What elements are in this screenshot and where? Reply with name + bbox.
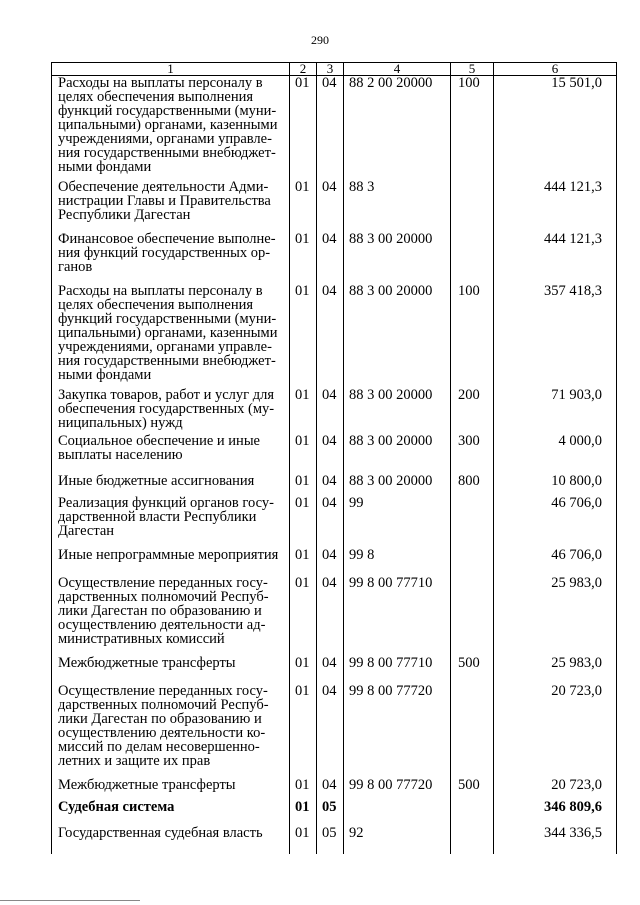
row-section-code: 01: [290, 826, 317, 854]
row-target-article: 88 3: [344, 180, 451, 232]
row-section-code: 01: [290, 496, 317, 548]
row-section-code: 01: [290, 800, 317, 826]
row-target-article: 99 8 00 77720: [344, 778, 451, 800]
row-target-article: 92: [344, 826, 451, 854]
budget-table: [51, 62, 617, 854]
row-expense-type: [451, 826, 494, 854]
row-subsection-code: 04: [317, 388, 344, 434]
row-expense-type: 100: [451, 284, 494, 388]
row-expense-type: [451, 232, 494, 284]
bottom-divider: [0, 900, 140, 901]
row-amount: 4 000,0: [494, 434, 617, 474]
table-row: [52, 388, 617, 434]
row-amount: 46 706,0: [494, 548, 617, 576]
table-row: [52, 474, 617, 496]
row-expense-type: 500: [451, 778, 494, 800]
row-section-code: 01: [290, 284, 317, 388]
row-expense-type: [451, 496, 494, 548]
page-number: 290: [311, 33, 329, 47]
row-description: Расходы на выплаты персоналу в целях обеспечения выполнения функций государственными (муни-ципальными) органами, казенными учреждениями, органами управле-ния государственными внебюджет-ными фондами: [52, 76, 290, 180]
row-amount: 357 418,3: [494, 284, 617, 388]
row-subsection-code: 04: [317, 576, 344, 656]
table-row: [52, 434, 617, 474]
row-subsection-code: 04: [317, 548, 344, 576]
row-target-article: 88 2 00 20000: [344, 76, 451, 180]
row-target-article: 88 3 00 20000: [344, 232, 451, 284]
row-expense-type: [451, 180, 494, 232]
row-target-article: 99 8 00 77710: [344, 576, 451, 656]
row-section-code: 01: [290, 576, 317, 656]
row-expense-type: 500: [451, 656, 494, 684]
row-section-code: 01: [290, 232, 317, 284]
row-amount: 346 809,6: [494, 800, 617, 826]
row-expense-type: [451, 684, 494, 778]
table-row: [52, 826, 617, 854]
row-section-code: 01: [290, 388, 317, 434]
row-subsection-code: 04: [317, 232, 344, 284]
row-description: Судебная система: [52, 800, 290, 826]
table-row: [52, 684, 617, 778]
row-section-code: 01: [290, 474, 317, 496]
row-amount: 15 501,0: [494, 76, 617, 180]
row-subsection-code: 04: [317, 656, 344, 684]
row-target-article: 99 8 00 77710: [344, 656, 451, 684]
col-header-4: 4: [344, 63, 451, 76]
col-header-1: 1: [52, 63, 290, 76]
row-expense-type: 200: [451, 388, 494, 434]
col-header-3: 3: [317, 63, 344, 76]
row-amount: 444 121,3: [494, 180, 617, 232]
table-row: [52, 76, 617, 180]
row-description: Межбюджетные трансферты: [52, 656, 290, 684]
row-subsection-code: 04: [317, 180, 344, 232]
table-header: [52, 63, 617, 76]
row-subsection-code: 04: [317, 474, 344, 496]
row-expense-type: [451, 576, 494, 656]
col-header-2: 2: [290, 63, 317, 76]
row-amount: 344 336,5: [494, 826, 617, 854]
row-target-article: [344, 800, 451, 826]
table-row: [52, 180, 617, 232]
row-subsection-code: 04: [317, 778, 344, 800]
row-target-article: 99: [344, 496, 451, 548]
row-amount: 71 903,0: [494, 388, 617, 434]
table-row: [52, 548, 617, 576]
col-header-6: 6: [494, 63, 617, 76]
row-section-code: 01: [290, 434, 317, 474]
table-row: [52, 284, 617, 388]
row-amount: 25 983,0: [494, 576, 617, 656]
row-description: Осуществление переданных госу-дарственных полномочий Респуб-лики Дагестан по образованию и осуществлению деятельности ад-министративных комиссий: [52, 576, 290, 656]
row-section-code: 01: [290, 656, 317, 684]
row-description: Расходы на выплаты персоналу в целях обеспечения выполнения функций государственными (муни-ципальными) органами, казенными учреждениями, органами управле-ния государственными внебюджет-ными фондами: [52, 284, 290, 388]
row-subsection-code: 04: [317, 76, 344, 180]
row-expense-type: [451, 800, 494, 826]
row-subsection-code: 05: [317, 800, 344, 826]
row-subsection-code: 04: [317, 684, 344, 778]
row-amount: 25 983,0: [494, 656, 617, 684]
row-amount: 46 706,0: [494, 496, 617, 548]
row-description: Финансовое обеспечение выполне-ния функций государственных ор-ганов: [52, 232, 290, 284]
row-target-article: 99 8: [344, 548, 451, 576]
row-target-article: 88 3 00 20000: [344, 434, 451, 474]
row-subsection-code: 05: [317, 826, 344, 854]
row-expense-type: [451, 548, 494, 576]
table-row: [52, 232, 617, 284]
row-target-article: 99 8 00 77720: [344, 684, 451, 778]
row-amount: 20 723,0: [494, 778, 617, 800]
row-amount: 10 800,0: [494, 474, 617, 496]
row-section-code: 01: [290, 548, 317, 576]
row-subsection-code: 04: [317, 284, 344, 388]
row-description: Иные непрограммные мероприятия: [52, 548, 290, 576]
row-description: Государственная судебная власть: [52, 826, 290, 854]
row-description: Межбюджетные трансферты: [52, 778, 290, 800]
table-body: [52, 76, 617, 854]
row-description: Реализация функций органов госу-дарственной власти Республики Дагестан: [52, 496, 290, 548]
row-expense-type: 800: [451, 474, 494, 496]
row-section-code: 01: [290, 180, 317, 232]
row-target-article: 88 3 00 20000: [344, 474, 451, 496]
table-row: [52, 778, 617, 800]
table-row: [52, 496, 617, 548]
row-description: Обеспечение деятельности Адми-нистрации Главы и Правительства Республики Дагестан: [52, 180, 290, 232]
row-expense-type: 300: [451, 434, 494, 474]
row-section-code: 01: [290, 778, 317, 800]
col-header-5: 5: [451, 63, 494, 76]
column-number-row: [52, 63, 617, 76]
row-amount: 20 723,0: [494, 684, 617, 778]
table-row: [52, 576, 617, 656]
row-description: Социальное обеспечение и иные выплаты населению: [52, 434, 290, 474]
row-description: Иные бюджетные ассигнования: [52, 474, 290, 496]
row-target-article: 88 3 00 20000: [344, 284, 451, 388]
row-subsection-code: 04: [317, 434, 344, 474]
row-description: Осуществление переданных госу-дарственных полномочий Респуб-лики Дагестан по образованию и осуществлению деятельности ко-миссий по делам несовершенно-летних и защите их прав: [52, 684, 290, 778]
row-target-article: 88 3 00 20000: [344, 388, 451, 434]
row-description: Закупка товаров, работ и услуг для обеспечения государственных (му-ниципальных) нужд: [52, 388, 290, 434]
row-section-code: 01: [290, 684, 317, 778]
row-subsection-code: 04: [317, 496, 344, 548]
table-row: [52, 656, 617, 684]
row-expense-type: 100: [451, 76, 494, 180]
row-section-code: 01: [290, 76, 317, 180]
table-row: [52, 800, 617, 826]
row-amount: 444 121,3: [494, 232, 617, 284]
